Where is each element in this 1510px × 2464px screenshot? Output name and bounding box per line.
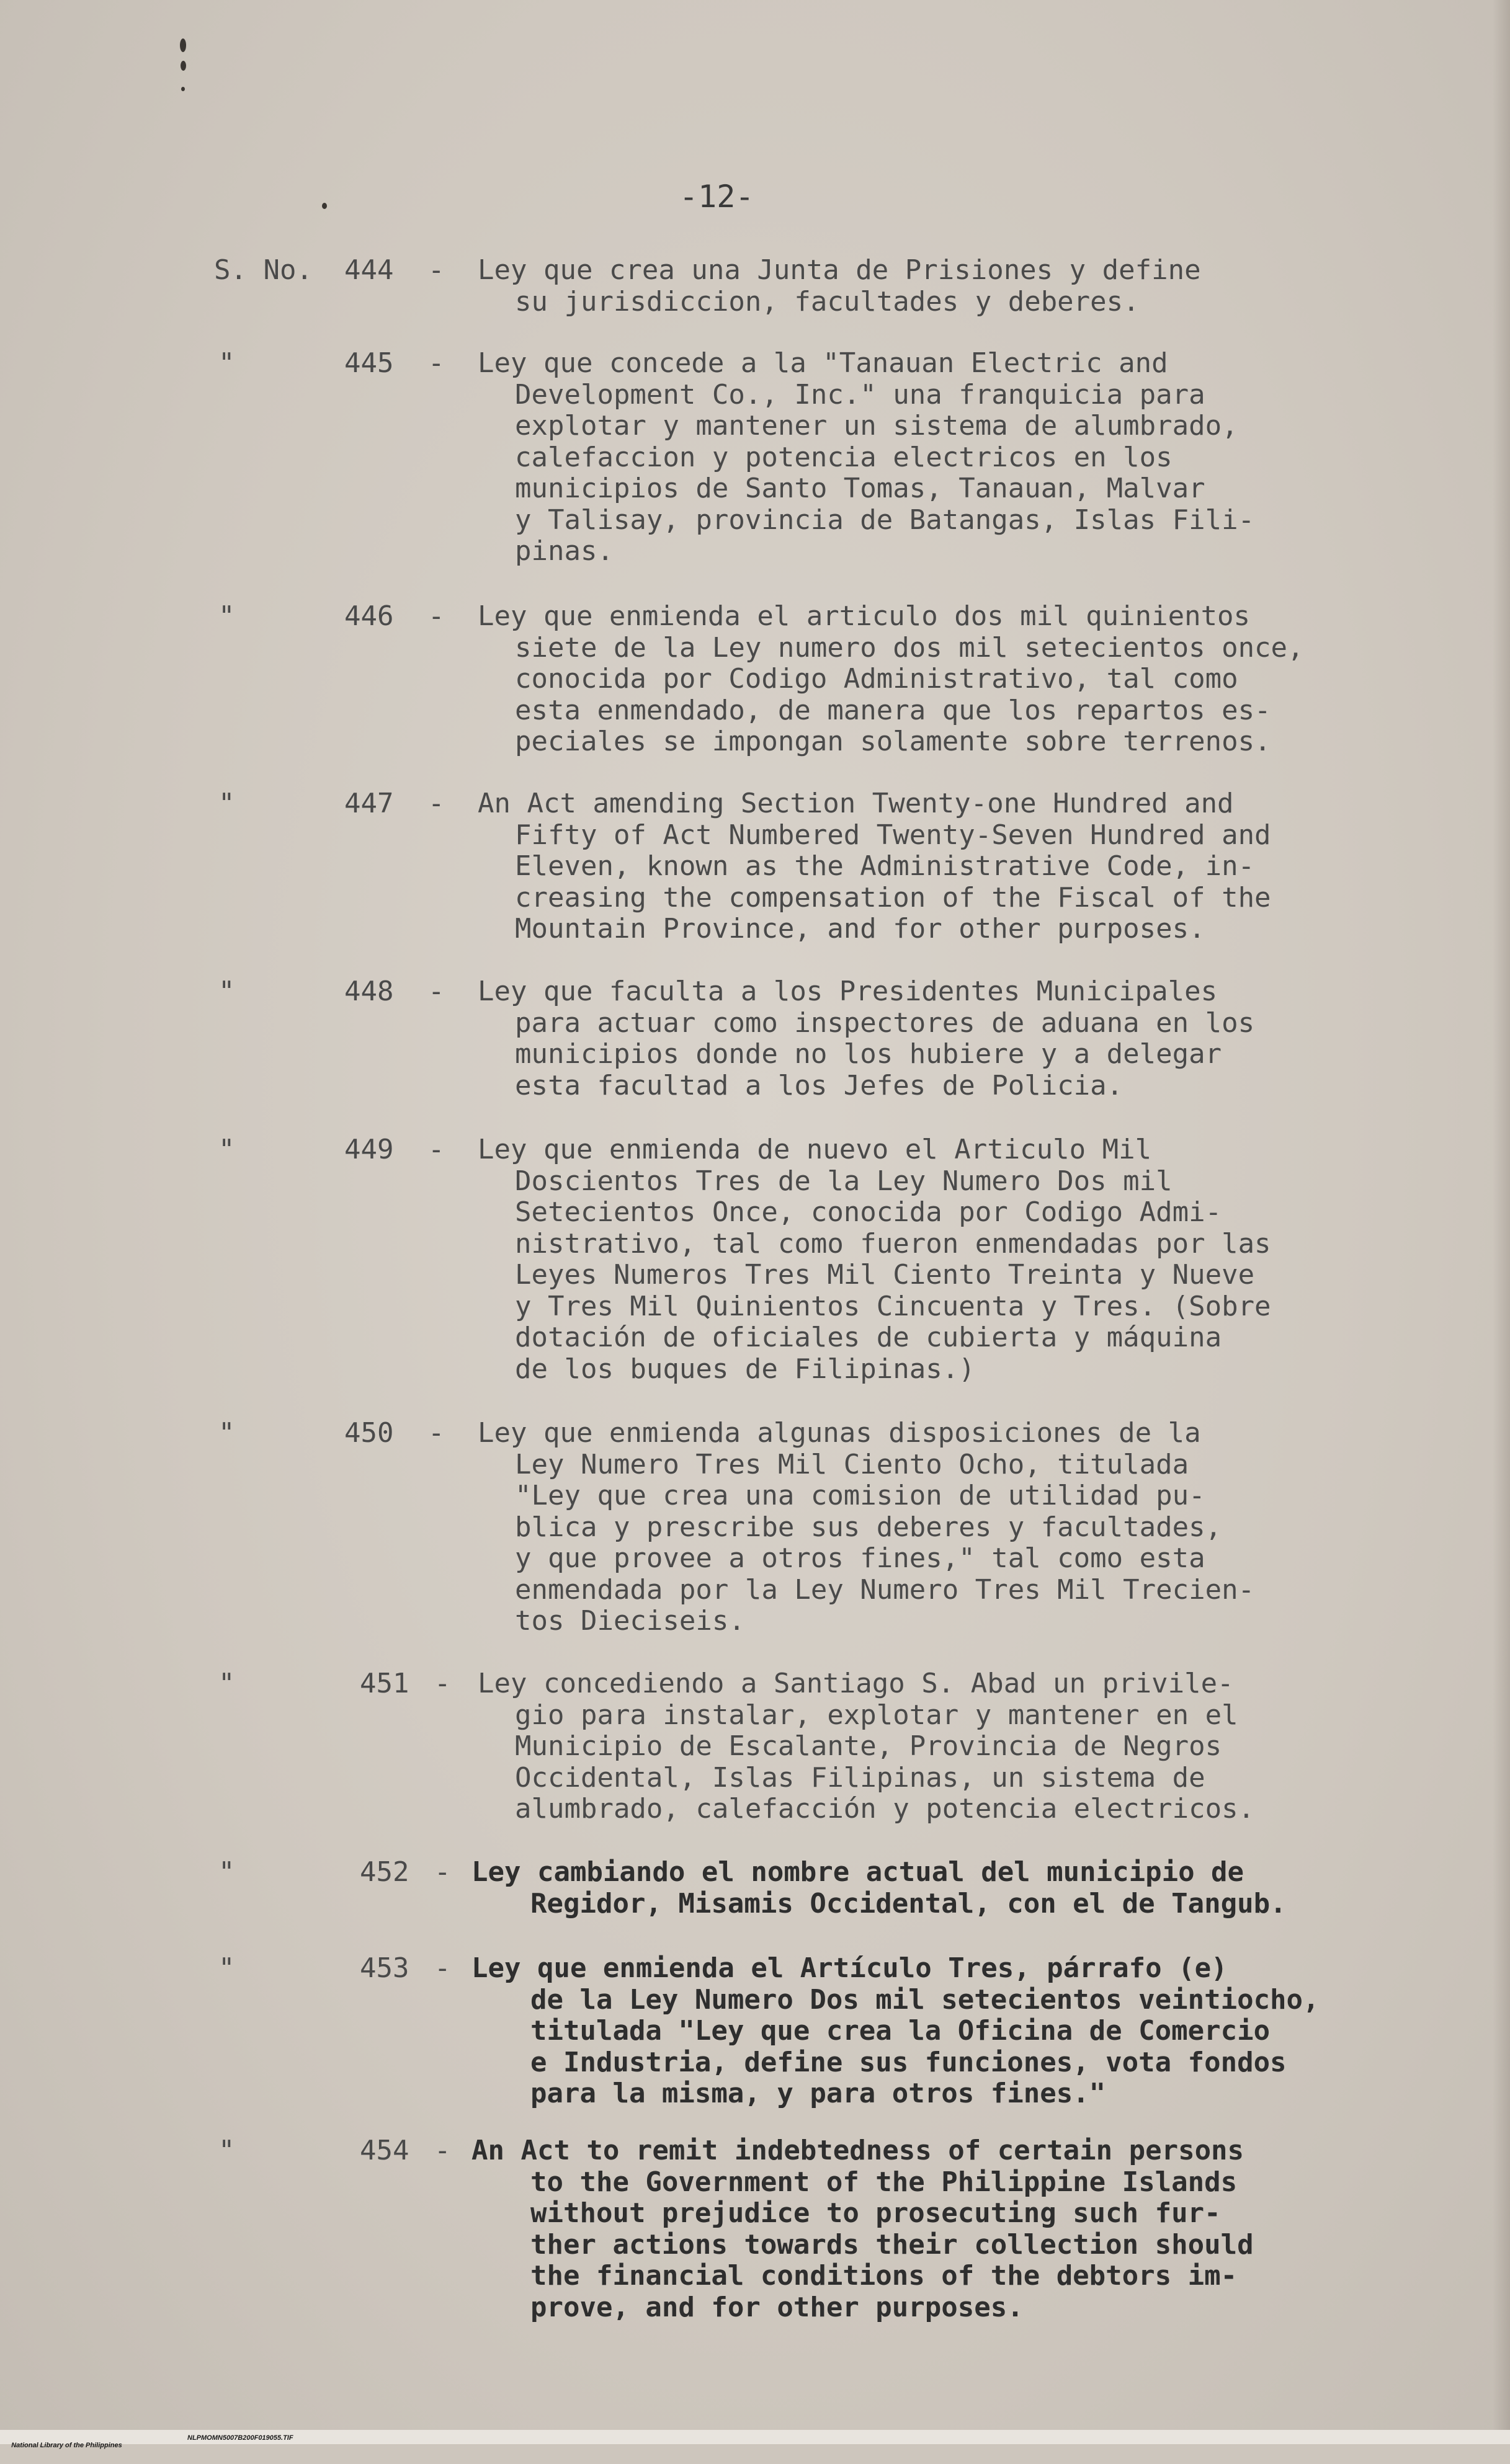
ink-speck [181, 61, 186, 71]
bill-text-line: Ley concediendo a Santiago S. Abad un privile- [478, 1668, 1234, 1699]
bill-text-line: dotación de oficiales de cubierta y máquina [515, 1322, 1222, 1353]
bill-prefix: " [218, 1417, 235, 1449]
bill-number: 453 [360, 1952, 409, 1984]
ink-speck [181, 87, 185, 91]
bill-text-line: Doscientos Tres de la Ley Numero Dos mil [515, 1165, 1173, 1197]
bill-text-line: y que provee a otros fines," tal como esta [515, 1542, 1205, 1574]
bill-text-line: Municipio de Escalante, Provincia de Negros [515, 1730, 1222, 1762]
bill-prefix: " [218, 600, 235, 632]
scan-footer [4, 2434, 293, 2464]
bill-text-line: blica y prescribe sus deberes y facultades, [515, 1511, 1222, 1543]
bill-dash: - [428, 976, 445, 1007]
bill-text-line: conocida por Codigo Administrativo, tal como [515, 663, 1238, 695]
bill-text-line: Setecientos Once, conocida por Codigo Admi- [515, 1196, 1222, 1228]
bill-text-line: enmendada por la Ley Numero Tres Mil Trecien- [515, 1573, 1255, 1606]
bill-text-line: Leyes Numeros Tres Mil Ciento Treinta y Nueve [515, 1259, 1255, 1291]
bill-number: 448 [344, 976, 394, 1007]
bill-text-line: Ley que enmienda el Artículo Tres, párrafo (e) [471, 1952, 1228, 1984]
bill-text-line: y Talisay, provincia de Batangas, Islas Fili- [515, 504, 1255, 536]
bill-dash: - [434, 2135, 451, 2166]
bill-text-line: siete de la Ley numero dos mil setecientos once, [515, 631, 1304, 664]
bill-text-line: prove, and for other purposes. [530, 2291, 1024, 2323]
bill-dash: - [434, 1856, 451, 1888]
bill-number: 449 [344, 1134, 394, 1165]
bill-dash: - [434, 1952, 451, 1984]
library-credit: National Library of the Philippines [11, 2442, 122, 2449]
bill-text-line: para actuar como inspectores de aduana en los [515, 1007, 1255, 1039]
bill-text-line: esta enmendado, de manera que los repartos es- [515, 694, 1271, 726]
bill-text-line: "Ley que crea una comision de utilidad pu- [515, 1480, 1205, 1511]
bill-prefix: " [218, 1668, 235, 1699]
bill-text-line: ther actions towards their collection should [530, 2228, 1254, 2261]
bill-text-line: An Act amending Section Twenty-one Hundred and [478, 788, 1234, 819]
bill-text-line: municipios de Santo Tomas, Tanauan, Malvar [515, 473, 1205, 504]
bill-text-line: Ley Numero Tres Mil Ciento Ocho, titulada [515, 1448, 1189, 1480]
bill-prefix: " [218, 1952, 235, 1984]
bill-text-line: without prejudice to prosecuting such fur- [530, 2197, 1221, 2229]
bill-text-line: su jurisdiccion, facultades y deberes. [515, 285, 1140, 318]
bill-prefix: " [218, 976, 235, 1007]
bill-text-line: e Industria, define sus funciones, vota fondos [530, 2046, 1287, 2078]
bill-text-line: y Tres Mil Quinientos Cincuenta y Tres. (Sobre [515, 1290, 1271, 1322]
bill-text-line: Ley que concede a la "Tanauan Electric and [478, 347, 1168, 379]
bill-text-line: titulada "Ley que crea la Oficina de Comercio [530, 2015, 1271, 2047]
bill-prefix: " [218, 1134, 235, 1165]
ink-speck [322, 203, 327, 209]
bill-number: 452 [360, 1856, 409, 1888]
bill-text-line: tos Dieciseis. [515, 1605, 745, 1637]
bill-dash: - [428, 600, 445, 632]
ink-speck [180, 38, 186, 52]
bill-number: 445 [344, 347, 394, 379]
bill-text-line: Regidor, Misamis Occidental, con el de Tangub. [530, 1887, 1287, 1919]
scan-filename: NLPMOMN5007B200F019055.TIF [187, 2434, 293, 2442]
bill-prefix: S. No. [214, 254, 313, 286]
bill-prefix: " [218, 788, 235, 819]
bill-number: 451 [360, 1668, 409, 1699]
bill-text-line: Development Co., Inc." una franquicia para [515, 378, 1205, 411]
bill-text-line: municipios donde no los hubiere y a delegar [515, 1038, 1222, 1070]
bill-text-line: alumbrado, calefacción y potencia electricos. [515, 1793, 1255, 1825]
bill-text-line: Mountain Province, and for other purposes. [515, 913, 1205, 945]
bill-prefix: " [218, 347, 235, 379]
bill-text-line: peciales se impongan solamente sobre terrenos. [515, 726, 1271, 757]
bill-text-line: Ley que crea una Junta de Prisiones y define [478, 254, 1201, 286]
bill-text-line: nistrativo, tal como fueron enmendadas por las [515, 1227, 1271, 1260]
bill-text-line: Ley cambiando el nombre actual del municipio de [471, 1856, 1244, 1888]
bill-text-line: calefaccion y potencia electricos en los [515, 441, 1173, 473]
bill-text-line: to the Government of the Philippine Islands [530, 2166, 1238, 2198]
bill-text-line: pinas. [515, 535, 614, 567]
bill-dash: - [428, 347, 445, 379]
bill-number: 450 [344, 1417, 394, 1449]
bill-text-line: Occidental, Islas Filipinas, un sistema de [515, 1761, 1205, 1794]
bill-text-line: Fifty of Act Numbered Twenty-Seven Hundred and [515, 819, 1271, 851]
bill-dash: - [428, 788, 445, 819]
bill-prefix: " [218, 2135, 235, 2166]
bill-number: 446 [344, 600, 394, 632]
bill-text-line: de la Ley Numero Dos mil setecientos veintiocho, [530, 1983, 1320, 2016]
bill-text-line: creasing the compensation of the Fiscal of the [515, 881, 1271, 914]
bill-text-line: gio para instalar, explotar y mantener en el [515, 1699, 1238, 1731]
page-number: -12- [679, 179, 754, 215]
bill-text-line: de los buques de Filipinas.) [515, 1353, 975, 1385]
bill-text-line: para la misma, y para otros fines." [530, 2078, 1106, 2109]
bill-number: 447 [344, 788, 394, 819]
page-edge-shadow [1493, 0, 1510, 2444]
bill-number: 454 [360, 2135, 409, 2166]
bill-text-line: Ley que faculta a los Presidentes Municipales [478, 976, 1218, 1007]
bill-text-line: Ley que enmienda el articulo dos mil quinientos [478, 600, 1251, 632]
bill-dash: - [428, 1134, 445, 1165]
bill-dash: - [434, 1668, 451, 1699]
bill-text-line: esta facultad a los Jefes de Policia. [515, 1069, 1124, 1101]
bill-text-line: Eleven, known as the Administrative Code, in- [515, 850, 1255, 882]
bill-text-line: explotar y mantener un sistema de alumbrado, [515, 410, 1238, 442]
bill-text-line: the financial conditions of the debtors im- [530, 2260, 1238, 2292]
bill-dash: - [428, 254, 445, 286]
bill-prefix: " [218, 1856, 235, 1888]
bill-number: 444 [344, 254, 394, 286]
bill-text-line: An Act to remit indebtedness of certain persons [471, 2135, 1244, 2166]
bill-dash: - [428, 1417, 445, 1449]
bill-text-line: Ley que enmienda de nuevo el Articulo Mil [478, 1134, 1152, 1165]
bill-text-line: Ley que enmienda algunas disposiciones de la [478, 1417, 1201, 1449]
